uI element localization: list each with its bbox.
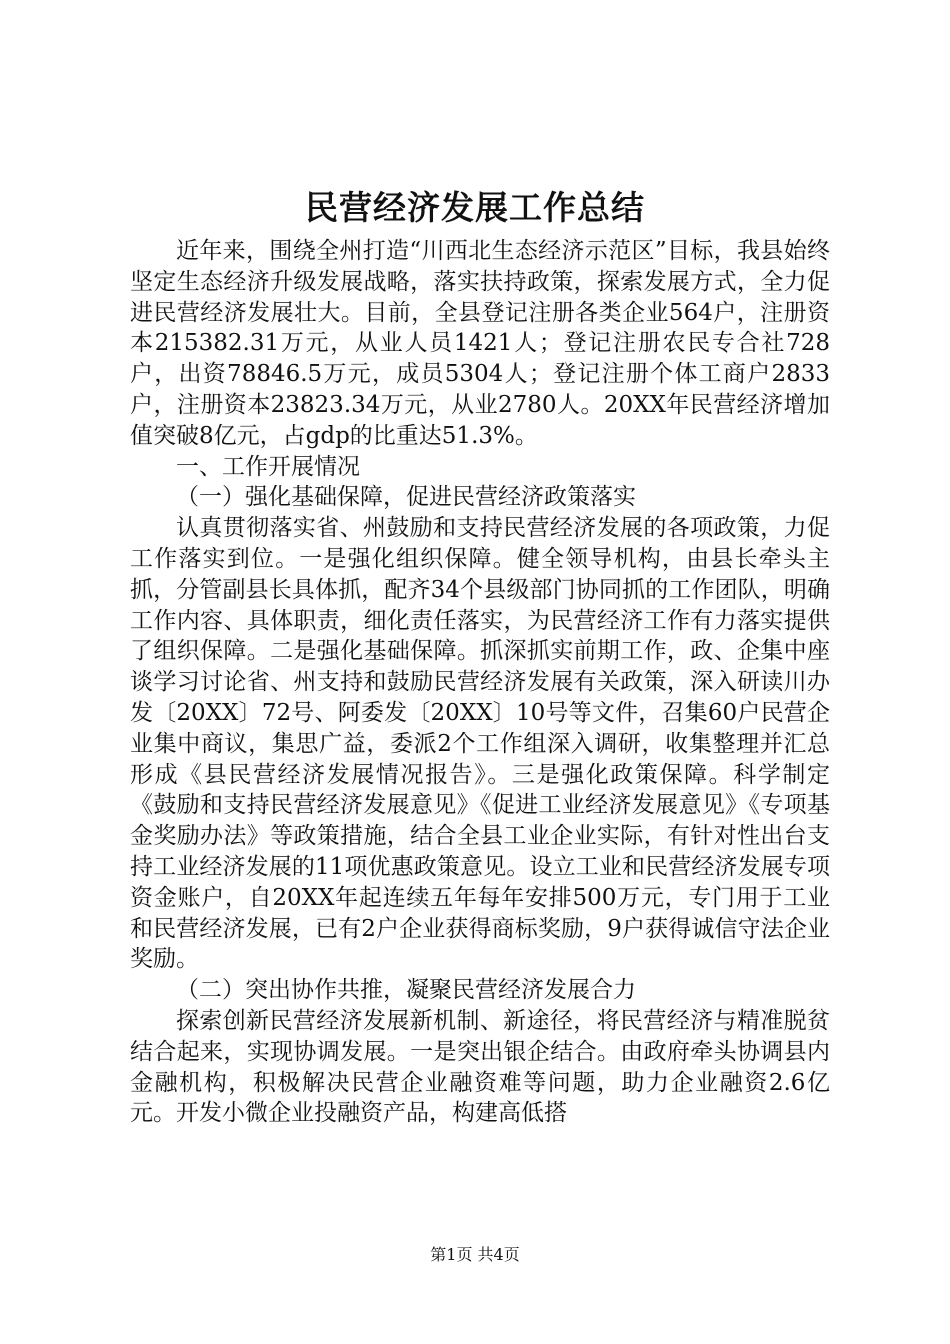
paragraph-intro: 近年来，围绕全州打造“川西北生态经济示范区”目标，我县始终坚定生态经济升级发展战略，落实扶持政策，探索发展方式，全力促进民营经济发展壮大。目前，全县登记注册各类企业564户，注册资本215382.31万元，从业人员1421人；登记注册农民专合社728户，出资78846.5万元，成员5304人；登记注册个体工商户2833户，注册资本23823.34万元，从业2780人。20XX年民营经济增加值突破8亿元，占gdp的比重达51.3%。 <box>130 238 830 449</box>
subsection-heading-2: （二）突出协作共推，凝聚民营经济发展合力 <box>176 977 636 1004</box>
document-body <box>130 236 830 1129</box>
paragraph-cooperation: 探索创新民营经济发展新机制、新途径，将民营经济与精准脱贫结合起来，实现协调发展。一是突出银企结合。由政府牵头协调县内金融机构，积极解决民营企业融资难等问题，助力企业融资2.6亿元。开发小微企业投融资产品，构建高低搭 <box>130 1007 830 1127</box>
subsection-heading-1: （一）强化基础保障，促进民营经济政策落实 <box>176 484 636 511</box>
page-number: 第1页 共4页 <box>430 1245 520 1264</box>
paragraph-policy: 认真贯彻落实省、州鼓励和支持民营经济发展的各项政策，力促工作落实到位。一是强化组织保障。健全领导机构，由县长牵头主抓，分管副县长具体抓，配齐34个县级部门协同抓的工作团队，明确工作内容、具体职责，细化责任落实，为民营经济工作有力落实提供了组织保障。二是强化基础保障。抓深抓实前期工作，政、企集中座谈学习讨论省、州支持和鼓励民营经济发展有关政策，深入研读川办发〔20XX〕72号、阿委发〔20XX〕10号等文件，召集60户民营企业集中商议，集思广益，委派2个工作组深入调研，收集整理并汇总形成《县民营经济发展情况报告》。三是强化政策保障。科学制定《鼓励和支持民营经济发展意见》《促进工业经济发展意见》《专项基金奖励办法》等政策措施，结合全县工业企业实际，有针对性出台支持工业经济发展的11项优惠政策意见。设立工业和民营经济发展专项资金账户，自20XX年起连续五年每年安排500万元，专门用于工业和民营经济发展，已有2户企业获得商标奖励，9户获得诚信守法企业奖励。 <box>130 515 830 973</box>
document-title: 民营经济发展工作总结 <box>305 188 645 227</box>
section-heading: 一、工作开展情况 <box>176 453 360 480</box>
